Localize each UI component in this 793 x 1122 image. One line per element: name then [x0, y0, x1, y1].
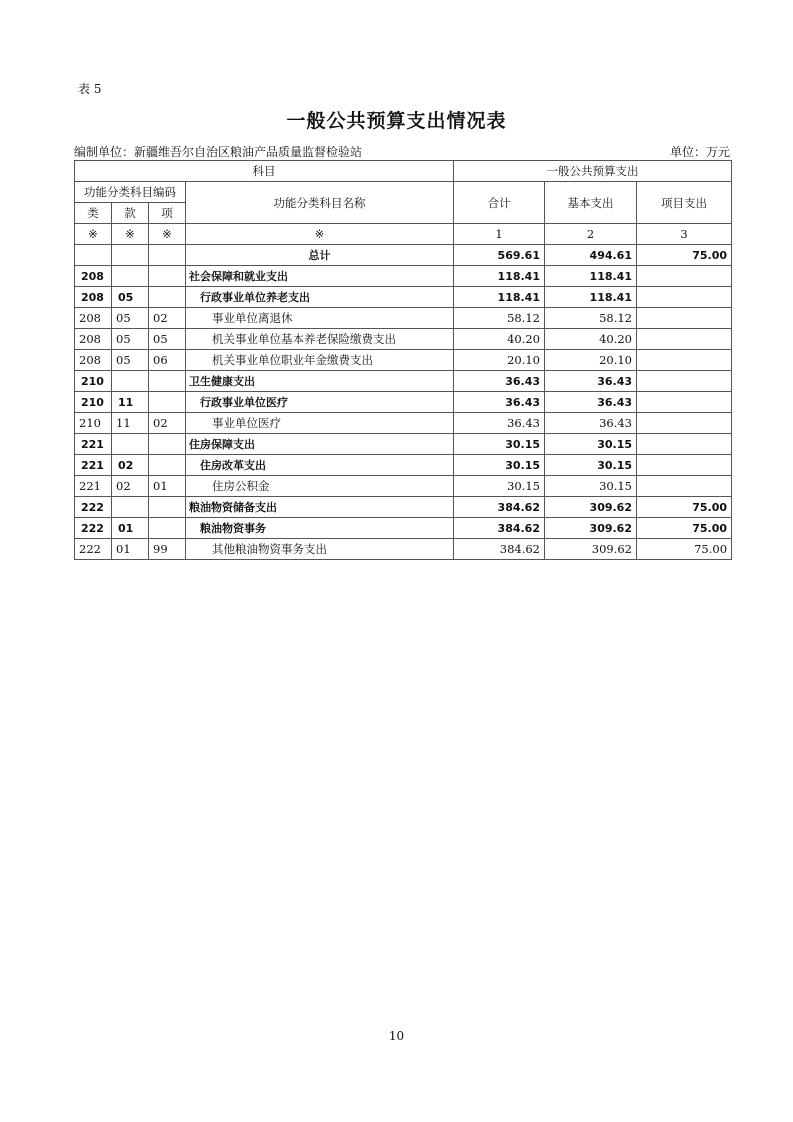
index-row [75, 224, 732, 245]
amount-basic-cell: 36.43 [545, 371, 637, 392]
code-kuan-cell: 02 [112, 455, 149, 476]
header-total: 合计 [454, 182, 545, 224]
table-row [75, 329, 732, 350]
code-lei-cell: 221 [75, 434, 112, 455]
amount-project-cell [637, 350, 732, 371]
amount-project-cell [637, 455, 732, 476]
table-row [75, 476, 732, 497]
amount-total-cell: 58.12 [454, 308, 545, 329]
code-xiang-cell [149, 287, 186, 308]
amount-total-cell: 30.15 [454, 434, 545, 455]
amount-total-cell: 118.41 [454, 266, 545, 287]
amount-project-cell [637, 266, 732, 287]
amount-project-cell [637, 413, 732, 434]
table-number: 表 5 [78, 82, 102, 96]
total-amount: 569.61 [454, 245, 545, 266]
amount-project-cell [637, 308, 732, 329]
total-project: 75.00 [637, 245, 732, 266]
code-xiang-cell: 99 [149, 539, 186, 560]
total-row [75, 245, 732, 266]
table-row [75, 266, 732, 287]
index-cell: 1 [454, 224, 545, 245]
page-title: 一般公共预算支出情况表 [286, 110, 507, 132]
index-cell: ※ [75, 224, 112, 245]
table-row [75, 455, 732, 476]
amount-total-cell: 384.62 [454, 497, 545, 518]
code-lei-cell: 221 [75, 455, 112, 476]
amount-basic-cell: 40.20 [545, 329, 637, 350]
amount-basic-cell: 30.15 [545, 455, 637, 476]
table-row [75, 539, 732, 560]
code-xiang-cell [149, 518, 186, 539]
index-cell: ※ [112, 224, 149, 245]
subject-name-cell: 行政事业单位养老支出 [186, 287, 454, 308]
header-project: 项目支出 [637, 182, 732, 224]
code-lei-cell: 210 [75, 392, 112, 413]
subject-name-cell: 住房公积金 [186, 476, 454, 497]
code-kuan-cell: 01 [112, 518, 149, 539]
code-xiang-cell [149, 392, 186, 413]
subject-name-cell: 粮油物资储备支出 [186, 497, 454, 518]
code-xiang-cell: 02 [149, 413, 186, 434]
code-lei-cell: 222 [75, 518, 112, 539]
subject-name-cell: 社会保障和就业支出 [186, 266, 454, 287]
amount-project-cell [637, 392, 732, 413]
code-lei-cell: 208 [75, 350, 112, 371]
amount-project-cell [637, 434, 732, 455]
total-code-cell [149, 245, 186, 266]
amount-total-cell: 30.15 [454, 476, 545, 497]
code-lei-cell: 208 [75, 308, 112, 329]
header-row-2 [75, 182, 732, 203]
code-lei-cell: 208 [75, 287, 112, 308]
header-xiang: 项 [149, 203, 186, 224]
amount-total-cell: 36.43 [454, 371, 545, 392]
amount-basic-cell: 58.12 [545, 308, 637, 329]
code-xiang-cell: 06 [149, 350, 186, 371]
organization-label: 编制单位：新疆维吾尔自治区粮油产品质量监督检验站 [74, 145, 363, 159]
amount-basic-cell: 309.62 [545, 497, 637, 518]
amount-basic-cell: 118.41 [545, 266, 637, 287]
table-row [75, 434, 732, 455]
code-lei-cell: 210 [75, 413, 112, 434]
amount-project-cell [637, 476, 732, 497]
table-row [75, 518, 732, 539]
table-row [75, 308, 732, 329]
amount-project-cell [637, 287, 732, 308]
code-xiang-cell [149, 434, 186, 455]
currency-unit-label: 单位：万元 [669, 145, 730, 159]
code-kuan-cell [112, 434, 149, 455]
code-xiang-cell [149, 497, 186, 518]
subject-name-cell: 卫生健康支出 [186, 371, 454, 392]
code-kuan-cell [112, 497, 149, 518]
total-code-cell [112, 245, 149, 266]
amount-basic-cell: 36.43 [545, 413, 637, 434]
amount-total-cell: 20.10 [454, 350, 545, 371]
code-kuan-cell: 11 [112, 413, 149, 434]
amount-project-cell [637, 329, 732, 350]
table-row [75, 350, 732, 371]
code-kuan-cell: 05 [112, 287, 149, 308]
header-lei: 类 [75, 203, 112, 224]
code-lei-cell: 221 [75, 476, 112, 497]
index-cell: 2 [545, 224, 637, 245]
code-kuan-cell [112, 371, 149, 392]
amount-project-cell: 75.00 [637, 539, 732, 560]
header-basic: 基本支出 [545, 182, 637, 224]
code-kuan-cell: 11 [112, 392, 149, 413]
amount-project-cell [637, 371, 732, 392]
header-subject: 科目 [75, 161, 454, 182]
total-code-cell [75, 245, 112, 266]
code-xiang-cell [149, 455, 186, 476]
subject-name-cell: 行政事业单位医疗 [186, 392, 454, 413]
code-kuan-cell: 05 [112, 308, 149, 329]
amount-total-cell: 384.62 [454, 539, 545, 560]
code-xiang-cell [149, 371, 186, 392]
code-kuan-cell: 02 [112, 476, 149, 497]
header-name: 功能分类科目名称 [186, 182, 454, 224]
amount-basic-cell: 20.10 [545, 350, 637, 371]
code-xiang-cell: 05 [149, 329, 186, 350]
subject-name-cell: 住房改革支出 [186, 455, 454, 476]
header-budget: 一般公共预算支出 [454, 161, 732, 182]
code-xiang-cell [149, 266, 186, 287]
code-xiang-cell: 02 [149, 308, 186, 329]
amount-basic-cell: 30.15 [545, 434, 637, 455]
amount-total-cell: 36.43 [454, 413, 545, 434]
total-label: 总计 [186, 245, 454, 266]
code-kuan-cell: 05 [112, 329, 149, 350]
table-row [75, 413, 732, 434]
page-number: 10 [388, 1029, 405, 1043]
total-basic: 494.61 [545, 245, 637, 266]
code-xiang-cell: 01 [149, 476, 186, 497]
code-lei-cell: 210 [75, 371, 112, 392]
code-lei-cell: 208 [75, 266, 112, 287]
subject-name-cell: 粮油物资事务 [186, 518, 454, 539]
subject-name-cell: 事业单位离退休 [186, 308, 454, 329]
amount-project-cell: 75.00 [637, 518, 732, 539]
code-lei-cell: 208 [75, 329, 112, 350]
table-row [75, 392, 732, 413]
amount-basic-cell: 30.15 [545, 476, 637, 497]
index-cell: ※ [186, 224, 454, 245]
subject-name-cell: 事业单位医疗 [186, 413, 454, 434]
amount-project-cell: 75.00 [637, 497, 732, 518]
subject-name-cell: 机关事业单位职业年金缴费支出 [186, 350, 454, 371]
amount-total-cell: 118.41 [454, 287, 545, 308]
amount-basic-cell: 309.62 [545, 518, 637, 539]
subject-name-cell: 机关事业单位基本养老保险缴费支出 [186, 329, 454, 350]
header-row-1 [75, 161, 732, 182]
amount-basic-cell: 118.41 [545, 287, 637, 308]
table-row [75, 371, 732, 392]
table-row [75, 287, 732, 308]
amount-basic-cell: 309.62 [545, 539, 637, 560]
index-cell: ※ [149, 224, 186, 245]
table-row [75, 497, 732, 518]
amount-total-cell: 40.20 [454, 329, 545, 350]
code-kuan-cell: 05 [112, 350, 149, 371]
amount-basic-cell: 36.43 [545, 392, 637, 413]
code-lei-cell: 222 [75, 539, 112, 560]
amount-total-cell: 36.43 [454, 392, 545, 413]
header-code-group: 功能分类科目编码 [75, 182, 186, 203]
subject-name-cell: 住房保障支出 [186, 434, 454, 455]
index-cell: 3 [637, 224, 732, 245]
code-kuan-cell: 01 [112, 539, 149, 560]
code-lei-cell: 222 [75, 497, 112, 518]
header-kuan: 款 [112, 203, 149, 224]
budget-expenditure-table [74, 160, 732, 560]
code-kuan-cell [112, 266, 149, 287]
subject-name-cell: 其他粮油物资事务支出 [186, 539, 454, 560]
amount-total-cell: 384.62 [454, 518, 545, 539]
amount-total-cell: 30.15 [454, 455, 545, 476]
